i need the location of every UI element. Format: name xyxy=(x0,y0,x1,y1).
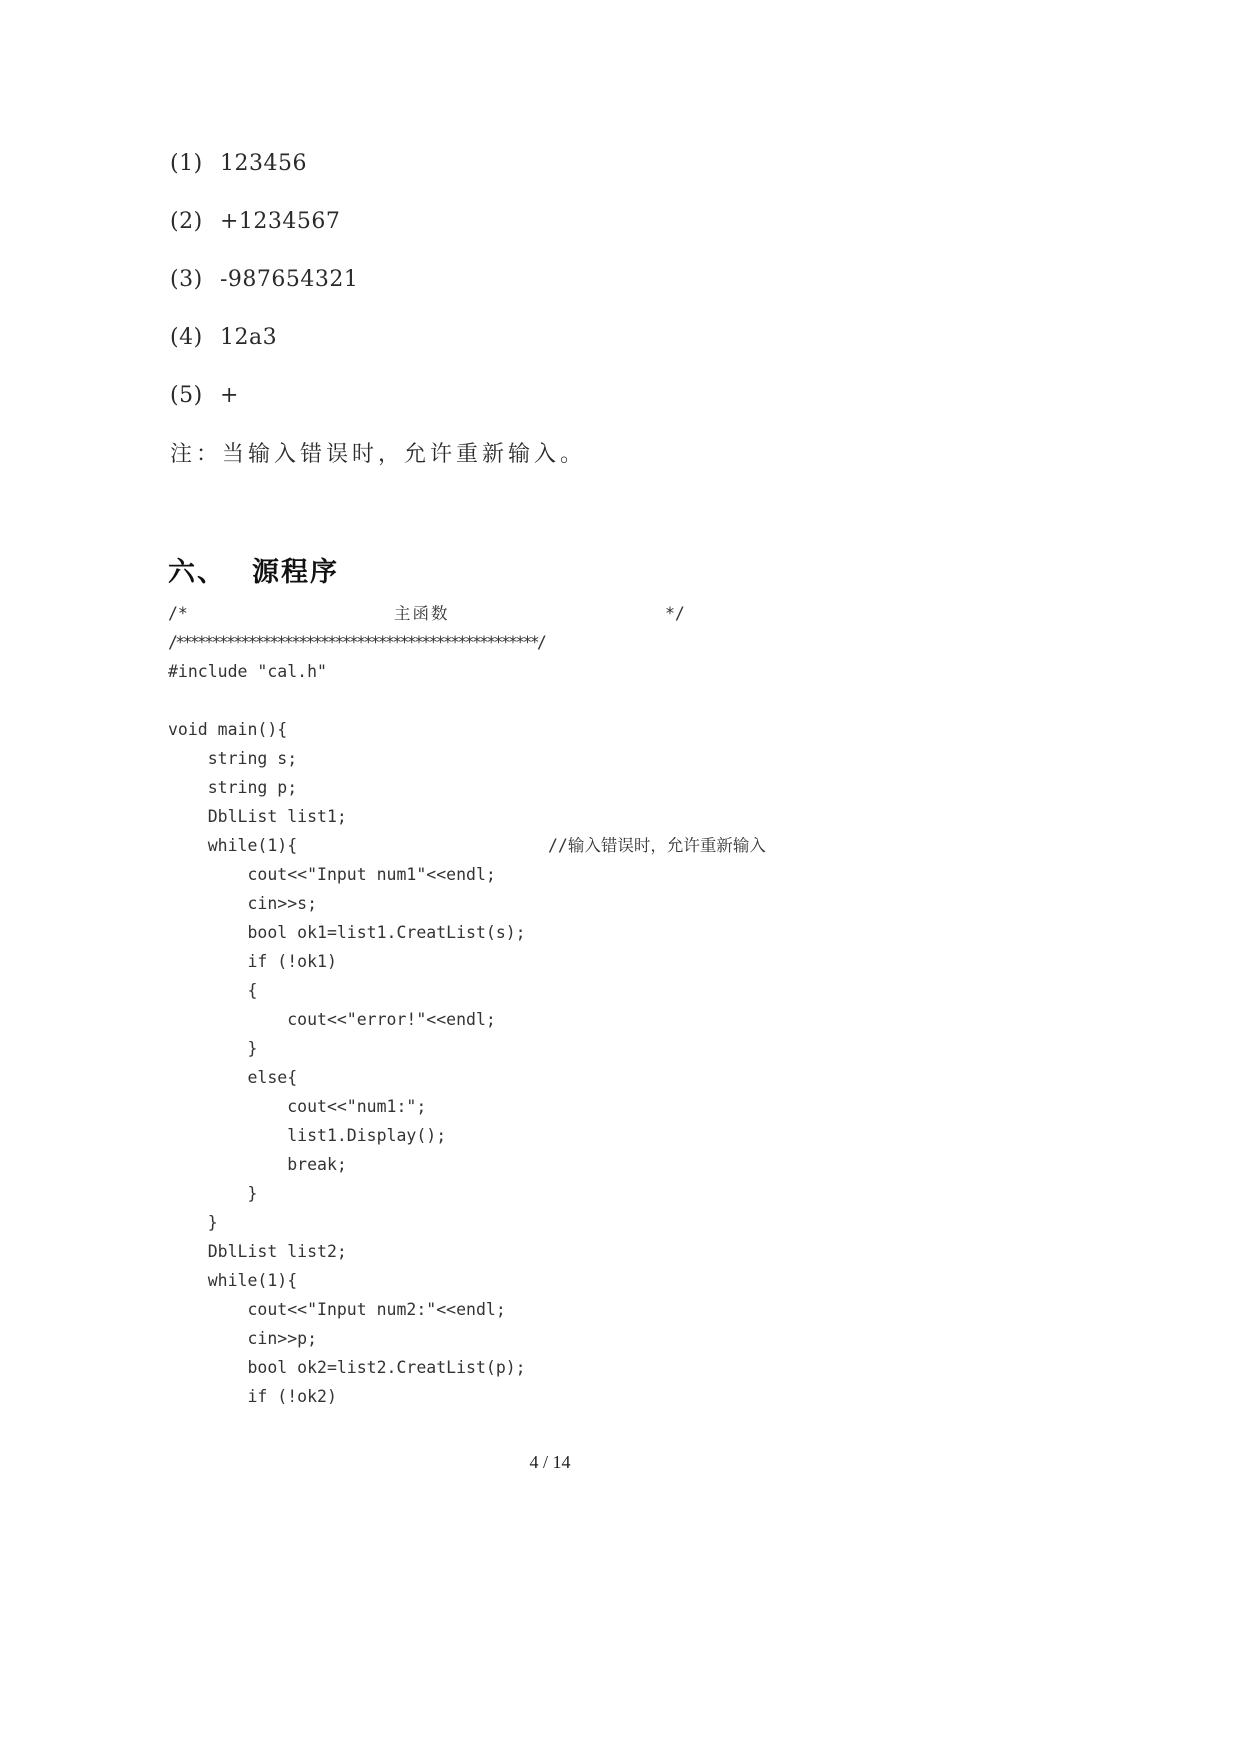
item-text: +1234567 xyxy=(220,209,341,234)
code-line xyxy=(168,686,868,715)
section-title: 源程序 xyxy=(252,557,339,588)
comment-title: 主函数 xyxy=(394,604,450,623)
item-text: 12a3 xyxy=(220,325,278,350)
comment-open: /* xyxy=(168,604,188,623)
code-line xyxy=(168,1324,868,1353)
list-item xyxy=(170,376,358,434)
code-line xyxy=(168,1382,868,1411)
list-item xyxy=(170,202,358,260)
code-text: cout<<"num1:"; xyxy=(168,1097,427,1116)
item-text: 123456 xyxy=(220,151,307,176)
comment-stars: /**************************************************/ xyxy=(168,633,545,652)
code-text: } xyxy=(168,1039,258,1058)
code-line xyxy=(168,1150,868,1179)
code-text: #include "cal.h" xyxy=(168,662,327,681)
code-line xyxy=(168,1034,868,1063)
code-text: while(1){ xyxy=(168,1271,298,1290)
code-line xyxy=(168,657,868,686)
note-text: 注：当输入错误时，允许重新输入。 xyxy=(170,442,587,467)
code-text: if (!ok1) xyxy=(168,952,337,971)
list-item xyxy=(170,144,358,202)
code-line xyxy=(168,1092,868,1121)
code-line xyxy=(168,947,868,976)
code-text: { xyxy=(168,981,258,1000)
code-line xyxy=(168,1237,868,1266)
item-number: (2) xyxy=(170,209,203,234)
item-number: (1) xyxy=(170,151,203,176)
code-line xyxy=(168,831,868,860)
code-text: } xyxy=(168,1213,218,1232)
code-text: DblList list2; xyxy=(168,1242,347,1261)
input-example-list xyxy=(170,144,358,434)
code-text: void main(){ xyxy=(168,720,288,739)
code-line xyxy=(168,1121,868,1150)
list-item xyxy=(170,318,358,376)
source-code-block xyxy=(168,599,868,1411)
code-text: bool ok1=list1.CreatList(s); xyxy=(168,923,526,942)
code-line xyxy=(168,1063,868,1092)
page-number: 4 / 14 xyxy=(529,1452,571,1472)
code-line xyxy=(168,976,868,1005)
code-text: cin>>p; xyxy=(168,1329,318,1348)
code-lines xyxy=(168,657,868,1411)
code-text: string s; xyxy=(168,749,298,768)
code-line xyxy=(168,1295,868,1324)
inline-comment: //输入错误时，允许重新输入 xyxy=(548,836,766,855)
code-text: list1.Display(); xyxy=(168,1126,447,1145)
code-comment-header xyxy=(168,599,868,628)
code-line xyxy=(168,1208,868,1237)
code-line xyxy=(168,860,868,889)
code-line xyxy=(168,1353,868,1382)
code-text: string p; xyxy=(168,778,298,797)
code-text: while(1){ xyxy=(168,836,298,855)
code-line xyxy=(168,773,868,802)
code-text: cin>>s; xyxy=(168,894,318,913)
code-line xyxy=(168,889,868,918)
item-text: -987654321 xyxy=(220,267,359,292)
code-line xyxy=(168,1005,868,1034)
item-number: (4) xyxy=(170,325,203,350)
code-text: } xyxy=(168,1184,258,1203)
code-text: cout<<"Input num2:"<<endl; xyxy=(168,1300,506,1319)
code-line xyxy=(168,1179,868,1208)
comment-close: */ xyxy=(665,604,685,623)
item-number: (5) xyxy=(170,383,203,408)
section-heading xyxy=(168,550,339,589)
code-text: cout<<"error!"<<endl; xyxy=(168,1010,496,1029)
code-text: else{ xyxy=(168,1068,298,1087)
code-text: DblList list1; xyxy=(168,807,347,826)
item-text: + xyxy=(220,383,239,408)
code-line xyxy=(168,715,868,744)
section-number: 六、 xyxy=(168,557,226,588)
code-text: break; xyxy=(168,1155,347,1174)
code-line xyxy=(168,918,868,947)
code-text: bool ok2=list2.CreatList(p); xyxy=(168,1358,526,1377)
list-item xyxy=(170,260,358,318)
item-number: (3) xyxy=(170,267,203,292)
code-line xyxy=(168,1266,868,1295)
code-text: cout<<"Input num1"<<endl; xyxy=(168,865,496,884)
code-text: if (!ok2) xyxy=(168,1387,337,1406)
code-line xyxy=(168,744,868,773)
code-line xyxy=(168,802,868,831)
